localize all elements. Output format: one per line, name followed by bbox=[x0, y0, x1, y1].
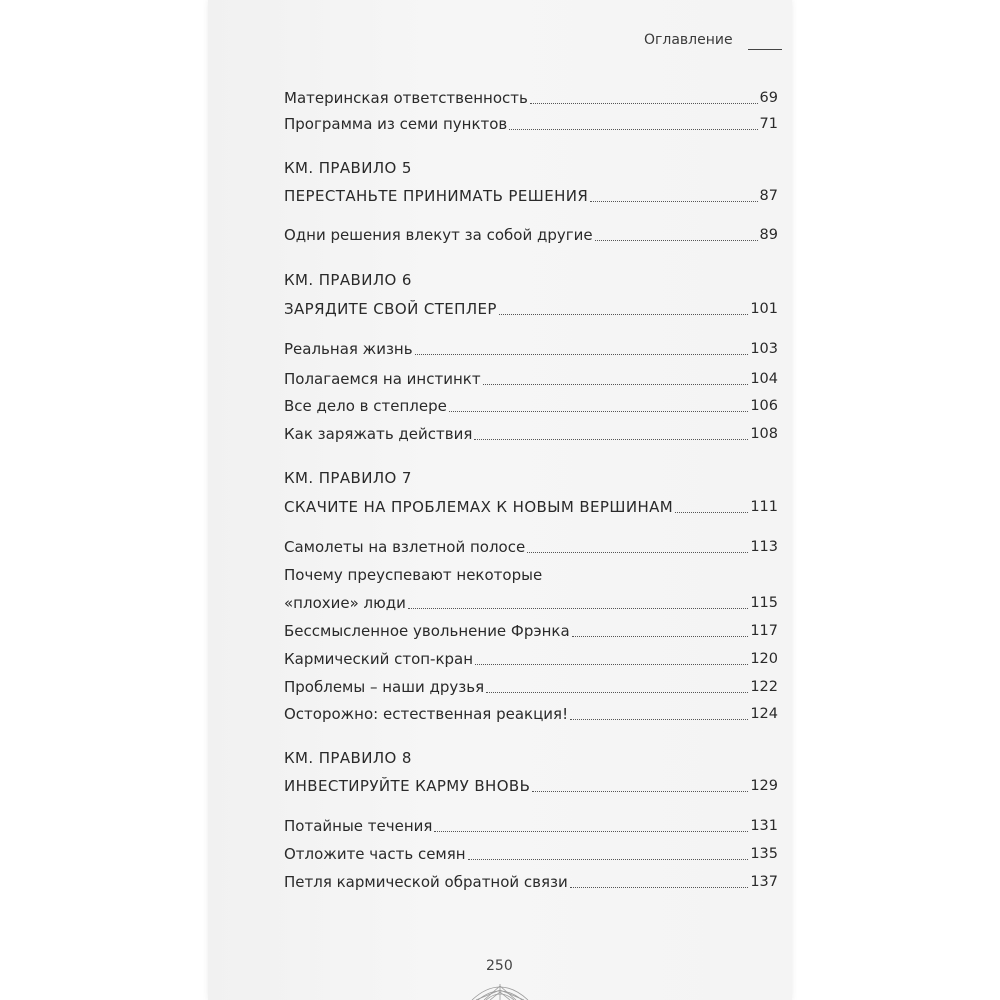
toc-entry-title: ПЕРЕСТАНЬТЕ ПРИНИМАТЬ РЕШЕНИЯ bbox=[284, 187, 589, 205]
toc-entry-page: 108 bbox=[750, 426, 778, 442]
running-head-rule bbox=[748, 49, 782, 50]
dot-leader bbox=[570, 887, 749, 888]
dot-leader bbox=[475, 664, 748, 665]
toc-entry bbox=[284, 868, 778, 892]
toc-entry-page: 115 bbox=[750, 595, 778, 611]
toc-entry-title: ИНВЕСТИРУЙТЕ КАРМУ ВНОВЬ bbox=[284, 777, 531, 795]
toc-entry-title-first-line: Почему преуспевают некоторые bbox=[284, 566, 543, 584]
toc-entry-title: Отложите часть семян bbox=[284, 845, 466, 863]
toc-entry-page: 120 bbox=[750, 651, 778, 667]
toc-entry-page: 135 bbox=[750, 846, 778, 862]
toc-entry bbox=[284, 365, 778, 389]
toc-entry-title: Программа из семи пунктов bbox=[284, 115, 508, 133]
book-page bbox=[208, 0, 792, 1000]
toc-entry-title: ЗАРЯДИТЕ СВОЙ СТЕПЛЕР bbox=[284, 300, 497, 318]
toc-entry-page: 137 bbox=[750, 874, 778, 890]
dot-leader bbox=[434, 831, 748, 832]
toc-entry bbox=[284, 392, 778, 416]
toc-entry-page: 103 bbox=[750, 341, 778, 357]
toc-entry-page: 122 bbox=[750, 679, 778, 695]
toc-chapter-entry bbox=[284, 772, 778, 796]
toc-entry-title: Все дело в степлере bbox=[284, 397, 447, 415]
toc-entry bbox=[284, 335, 778, 359]
toc-entry-page: 104 bbox=[750, 371, 778, 387]
toc-entry-title: Проблемы – наши друзья bbox=[284, 678, 485, 696]
dot-leader bbox=[530, 103, 758, 104]
rule-heading: КМ. ПРАВИЛО 6 bbox=[284, 271, 412, 289]
toc-entry-page: 106 bbox=[750, 398, 778, 414]
toc-entry bbox=[284, 533, 778, 557]
dot-leader bbox=[532, 791, 748, 792]
toc-entry-page: 101 bbox=[750, 301, 778, 317]
toc-entry-wrapped-line bbox=[284, 561, 778, 585]
toc-entry-title: Потайные течения bbox=[284, 817, 433, 835]
toc-chapter-entry bbox=[284, 493, 778, 517]
dot-leader bbox=[499, 314, 748, 315]
dot-leader bbox=[595, 240, 758, 241]
dot-leader bbox=[570, 719, 748, 720]
toc-entry-page: 117 bbox=[750, 623, 778, 639]
dot-leader bbox=[483, 384, 749, 385]
dot-leader bbox=[675, 512, 748, 513]
toc-entry bbox=[284, 84, 778, 108]
toc-entry bbox=[284, 221, 778, 245]
toc-entry-page: 113 bbox=[750, 539, 778, 555]
rule-heading: КМ. ПРАВИЛО 7 bbox=[284, 469, 412, 487]
toc-entry-title: Как заряжать действия bbox=[284, 425, 473, 443]
toc-chapter-entry bbox=[284, 295, 778, 319]
toc-entry bbox=[284, 589, 778, 613]
toc-entry-page: 129 bbox=[750, 778, 778, 794]
page-number: 250 bbox=[486, 958, 513, 974]
toc-entry-title: Самолеты на взлетной полосе bbox=[284, 538, 526, 556]
lotus-ornament-icon bbox=[470, 980, 530, 1000]
rule-heading: КМ. ПРАВИЛО 8 bbox=[284, 749, 412, 767]
toc-entry-page: 87 bbox=[759, 188, 778, 204]
toc-entry bbox=[284, 645, 778, 669]
dot-leader bbox=[509, 129, 757, 130]
dot-leader bbox=[474, 439, 748, 440]
dot-leader bbox=[449, 411, 748, 412]
toc-entry-page: 124 bbox=[750, 706, 778, 722]
toc-entry bbox=[284, 700, 778, 724]
toc-entry bbox=[284, 420, 778, 444]
toc-entry-title: Бессмысленное увольнение Фрэнка bbox=[284, 622, 570, 640]
toc-entry-title: Кармический стоп-кран bbox=[284, 650, 474, 668]
toc-entry bbox=[284, 617, 778, 641]
toc-entry-title: СКАЧИТЕ НА ПРОБЛЕМАХ К НОВЫМ ВЕРШИНАМ bbox=[284, 498, 674, 516]
dot-leader bbox=[572, 636, 749, 637]
toc-entry-title: «плохие» люди bbox=[284, 594, 406, 612]
running-head: Оглавление bbox=[644, 32, 733, 48]
toc-entry bbox=[284, 840, 778, 864]
dot-leader bbox=[468, 859, 749, 860]
rule-heading: КМ. ПРАВИЛО 5 bbox=[284, 159, 412, 177]
toc-entry-title: Материнская ответственность bbox=[284, 89, 528, 107]
dot-leader bbox=[486, 692, 748, 693]
toc-entry-title: Реальная жизнь bbox=[284, 340, 413, 358]
toc-entry bbox=[284, 812, 778, 836]
toc-entry-title: Осторожно: естественная реакция! bbox=[284, 705, 569, 723]
dot-leader bbox=[590, 201, 757, 202]
toc-chapter-entry bbox=[284, 182, 778, 206]
dot-leader bbox=[408, 608, 748, 609]
toc-entry bbox=[284, 110, 778, 134]
toc-entry-title: Полагаемся на инстинкт bbox=[284, 370, 481, 388]
toc-entry-page: 71 bbox=[759, 116, 778, 132]
toc-entry-page: 89 bbox=[759, 227, 778, 243]
toc-entry-title: Одни решения влекут за собой другие bbox=[284, 226, 593, 244]
toc-entry-page: 131 bbox=[750, 818, 778, 834]
toc-entry-page: 69 bbox=[759, 90, 778, 106]
toc-entry-page: 111 bbox=[750, 499, 778, 515]
dot-leader bbox=[527, 552, 748, 553]
toc-entry-title: Петля кармической обратной связи bbox=[284, 873, 568, 891]
toc-entry bbox=[284, 673, 778, 697]
dot-leader bbox=[415, 354, 749, 355]
